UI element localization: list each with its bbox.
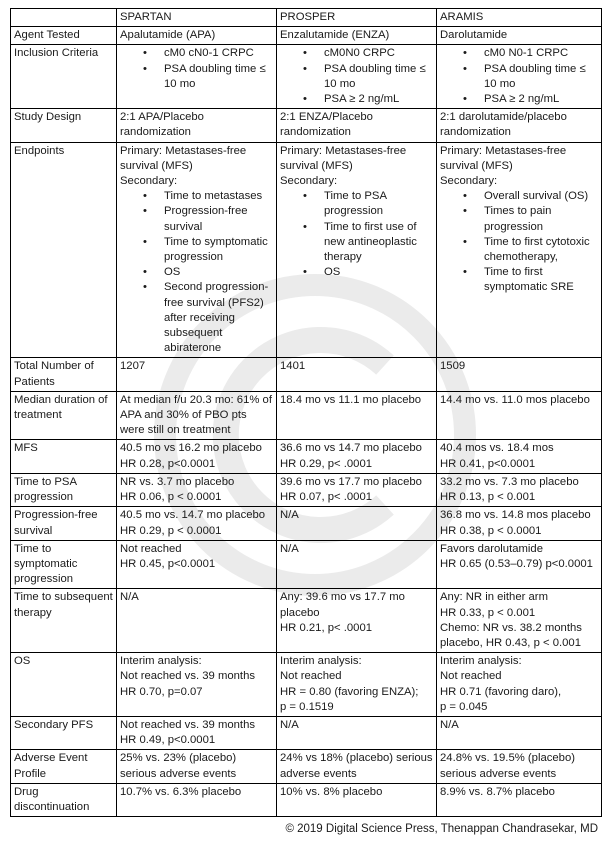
row-label: Inclusion Criteria (11, 45, 117, 109)
header-cell-spartan: SPARTAN (117, 9, 277, 27)
table-row (11, 716, 602, 749)
cell-text: HR 0.29, p < 0.0001 (120, 524, 222, 537)
table-row (11, 507, 602, 540)
cell-text: Primary: Metastases-free survival (MFS) (440, 144, 567, 172)
cell-text: Interim analysis: (280, 655, 362, 668)
cell-text: HR 0.38, p < 0.0001 (440, 524, 542, 537)
row-label: Progression-free survival (11, 507, 117, 540)
cell-text: HR 0.71 (favoring daro), (440, 685, 562, 698)
bullet-item: • PSA doubling time ≤ 10 mo (484, 62, 598, 92)
bullet-item: • Second progression-free survival (PFS2) after receiving subsequent abiraterone (164, 280, 273, 356)
bullet-item: • cM0N0 CRPC (324, 46, 433, 61)
row-label: Total Number of Patients (11, 358, 117, 391)
cell-aramis (437, 391, 602, 440)
cell-prosper (277, 109, 437, 142)
cell-spartan (117, 783, 277, 816)
cell-prosper (277, 750, 437, 783)
cell-text: Chemo: NR vs. 38.2 months placebo, HR 0.43, p < 0.001 (440, 621, 582, 649)
cell-text: 2:1 darolutamide/placebo randomization (440, 111, 567, 139)
header-cell-aramis: ARAMIS (437, 9, 602, 27)
cell-spartan (117, 750, 277, 783)
cell-prosper (277, 440, 437, 473)
bullet-item: • Times to pain progression (484, 204, 598, 234)
cell-text: p = 0.045 (440, 700, 488, 713)
bullet-list (120, 46, 273, 92)
cell-text: 36.6 mo vs 14.7 mo placebo (280, 442, 422, 455)
cell-text: Interim analysis: (120, 655, 202, 668)
table-row (11, 358, 602, 391)
cell-text: HR 0.33, p < 0.001 (440, 606, 536, 619)
cell-text: HR 0.13, p < 0.001 (440, 491, 536, 504)
row-label: Time to subsequent therapy (11, 589, 117, 653)
cell-text: Secondary: (120, 175, 178, 188)
cell-spartan (117, 473, 277, 506)
bullet-item: • Progression-free survival (164, 204, 273, 234)
cell-text: HR 0.45, p<0.0001 (120, 557, 216, 570)
cell-text: 2:1 APA/Placebo randomization (120, 111, 204, 139)
bullet-item: • Time to first use of new antineoplastic therapy (324, 220, 433, 266)
cell-spartan (117, 589, 277, 653)
cell-text: Not reached (280, 670, 342, 683)
header-cell-prosper: PROSPER (277, 9, 437, 27)
cell-text: Interim analysis: (440, 655, 522, 668)
trial-comparison-table (10, 8, 602, 817)
cell-text: Primary: Metastases-free survival (MFS) (280, 144, 407, 172)
cell-text: N/A (280, 718, 299, 731)
cell-prosper (277, 473, 437, 506)
cell-text: N/A (440, 718, 459, 731)
bullet-item: • PSA ≥ 2 ng/mL (484, 92, 598, 107)
bullet-item: • PSA doubling time ≤ 10 mo (324, 62, 433, 92)
row-label: Drug discontinuation (11, 783, 117, 816)
cell-text: HR = 0.80 (favoring ENZA); (280, 685, 419, 698)
cell-aramis (437, 142, 602, 358)
cell-prosper (277, 540, 437, 589)
table-row (11, 589, 602, 653)
cell-spartan (117, 27, 277, 45)
cell-aramis (437, 27, 602, 45)
row-label: Study Design (11, 109, 117, 142)
cell-text: HR 0.41, p<0.0001 (440, 457, 536, 470)
cell-text: Not reached (120, 542, 182, 555)
row-label: Time to symptomatic progression (11, 540, 117, 589)
table-row (11, 473, 602, 506)
cell-aramis (437, 750, 602, 783)
cell-text: Darolutamide (440, 29, 508, 42)
cell-spartan (117, 716, 277, 749)
cell-text: Not reached (440, 670, 502, 683)
cell-text: 1207 (120, 360, 146, 373)
cell-text: Primary: Metastases-free survival (MFS) (120, 144, 247, 172)
row-label: OS (11, 653, 117, 717)
cell-text: NR vs. 3.7 mo placebo (120, 475, 235, 488)
cell-text: Secondary: (280, 175, 338, 188)
bullet-list (280, 46, 433, 107)
table-row (11, 45, 602, 109)
cell-prosper (277, 589, 437, 653)
cell-text: N/A (120, 591, 139, 604)
cell-text: 18.4 mo vs 11.1 mo placebo (280, 393, 422, 406)
cell-text: 8.9% vs. 8.7% placebo (440, 785, 555, 798)
table-row (11, 27, 602, 45)
bullet-item: • PSA doubling time ≤ 10 mo (164, 62, 273, 92)
cell-spartan (117, 507, 277, 540)
cell-text: 40.5 mo vs 16.2 mo placebo (120, 442, 262, 455)
cell-aramis (437, 473, 602, 506)
bullet-item: • Overall survival (OS) (484, 189, 598, 204)
cell-text: 14.4 mo vs. 11.0 mos placebo (440, 393, 590, 406)
bullet-item: • Time to symptomatic progression (164, 235, 273, 265)
cell-spartan (117, 109, 277, 142)
header-cell-corner (11, 9, 117, 27)
cell-text: Apalutamide (APA) (120, 29, 216, 42)
cell-spartan (117, 142, 277, 358)
table-row (11, 540, 602, 589)
table-row (11, 142, 602, 358)
cell-text: HR 0.70, p=0.07 (120, 685, 203, 698)
cell-aramis (437, 45, 602, 109)
cell-aramis (437, 358, 602, 391)
table-row (11, 783, 602, 816)
bullet-item: • OS (324, 265, 433, 280)
table-row (11, 109, 602, 142)
row-label: Adverse Event Profile (11, 750, 117, 783)
cell-aramis (437, 109, 602, 142)
bullet-item: • Time to metastases (164, 189, 273, 204)
cell-prosper (277, 716, 437, 749)
bullet-item: • Time to PSA progression (324, 189, 433, 219)
cell-text: HR 0.65 (0.53–0.79) p<0.0001 (440, 557, 593, 570)
cell-aramis (437, 440, 602, 473)
row-label: Time to PSA progression (11, 473, 117, 506)
cell-text: 10.7% vs. 6.3% placebo (120, 785, 242, 798)
bullet-item: • Time to first cytotoxic chemotherapy, (484, 235, 598, 265)
cell-spartan (117, 391, 277, 440)
copyright-footer: © 2019 Digital Science Press, Thenappan Chandrasekar, MD (285, 823, 598, 835)
cell-spartan (117, 358, 277, 391)
cell-text: 10% vs. 8% placebo (280, 785, 383, 798)
cell-aramis (437, 716, 602, 749)
cell-prosper (277, 507, 437, 540)
table-row (11, 750, 602, 783)
bullet-list (440, 46, 598, 107)
cell-aramis (437, 589, 602, 653)
cell-text: 1509 (440, 360, 466, 373)
cell-prosper (277, 653, 437, 717)
cell-text: Secondary: (440, 175, 498, 188)
cell-text: HR 0.21, p< .0001 (280, 621, 373, 634)
cell-text: 24.8% vs. 19.5% (placebo) serious adverse events (440, 752, 576, 780)
cell-prosper (277, 45, 437, 109)
cell-text: HR 0.07, p< .0001 (280, 491, 373, 504)
cell-text: p = 0.1519 (280, 700, 334, 713)
bullet-list (120, 189, 273, 356)
cell-text: Any: NR in either arm (440, 591, 548, 604)
cell-text: HR 0.28, p<0.0001 (120, 457, 216, 470)
row-label: Agent Tested (11, 27, 117, 45)
table-row (11, 653, 602, 717)
row-label: Median duration of treatment (11, 391, 117, 440)
cell-spartan (117, 45, 277, 109)
cell-prosper (277, 358, 437, 391)
cell-spartan (117, 440, 277, 473)
cell-prosper (277, 783, 437, 816)
cell-text: Any: 39.6 mo vs 17.7 mo placebo (280, 591, 405, 619)
bullet-item: • OS (164, 265, 273, 280)
cell-text: 1401 (280, 360, 306, 373)
cell-aramis (437, 783, 602, 816)
cell-text: HR 0.49, p<0.0001 (120, 734, 216, 747)
bullet-item: • cM0 cN0-1 CRPC (164, 46, 273, 61)
cell-text: 25% vs. 23% (placebo) serious adverse events (120, 752, 237, 780)
row-label: Secondary PFS (11, 716, 117, 749)
cell-text: HR 0.29, p< .0001 (280, 457, 373, 470)
cell-text: 2:1 ENZA/Placebo randomization (280, 111, 373, 139)
cell-text: Not reached vs. 39 months (120, 670, 256, 683)
cell-text: 40.5 mo vs. 14.7 mo placebo (120, 509, 266, 522)
table-row (11, 440, 602, 473)
cell-aramis (437, 540, 602, 589)
cell-text: 36.8 mo vs. 14.8 mos placebo (440, 509, 591, 522)
cell-text: 24% vs 18% (placebo) serious adverse events (280, 752, 433, 780)
bullet-list (440, 189, 598, 295)
cell-spartan (117, 653, 277, 717)
cell-spartan (117, 540, 277, 589)
bullet-item: • cM0 N0-1 CRPC (484, 46, 598, 61)
cell-text: 39.6 mo vs 17.7 mo placebo (280, 475, 422, 488)
row-label: MFS (11, 440, 117, 473)
row-label: Endpoints (11, 142, 117, 358)
cell-prosper (277, 27, 437, 45)
bullet-item: • Time to first symptomatic SRE (484, 265, 598, 295)
cell-aramis (437, 653, 602, 717)
cell-text: 40.4 mos vs. 18.4 mos (440, 442, 554, 455)
cell-text: N/A (280, 542, 299, 555)
cell-text: Enzalutamide (ENZA) (280, 29, 390, 42)
cell-aramis (437, 507, 602, 540)
cell-text: At median f/u 20.3 mo: 61% of APA and 30% of PBO pts were still on treatment (120, 393, 272, 437)
header-row (11, 9, 602, 27)
bullet-list (280, 189, 433, 280)
cell-prosper (277, 391, 437, 440)
cell-text: Favors darolutamide (440, 542, 543, 555)
cell-text: HR 0.06, p < 0.0001 (120, 491, 222, 504)
cell-text: N/A (280, 509, 299, 522)
cell-text: 33.2 mo vs. 7.3 mo placebo (440, 475, 579, 488)
cell-prosper (277, 142, 437, 358)
bullet-item: • PSA ≥ 2 ng/mL (324, 92, 433, 107)
table-row (11, 391, 602, 440)
table-body (11, 27, 602, 817)
cell-text: Not reached vs. 39 months (120, 718, 256, 731)
